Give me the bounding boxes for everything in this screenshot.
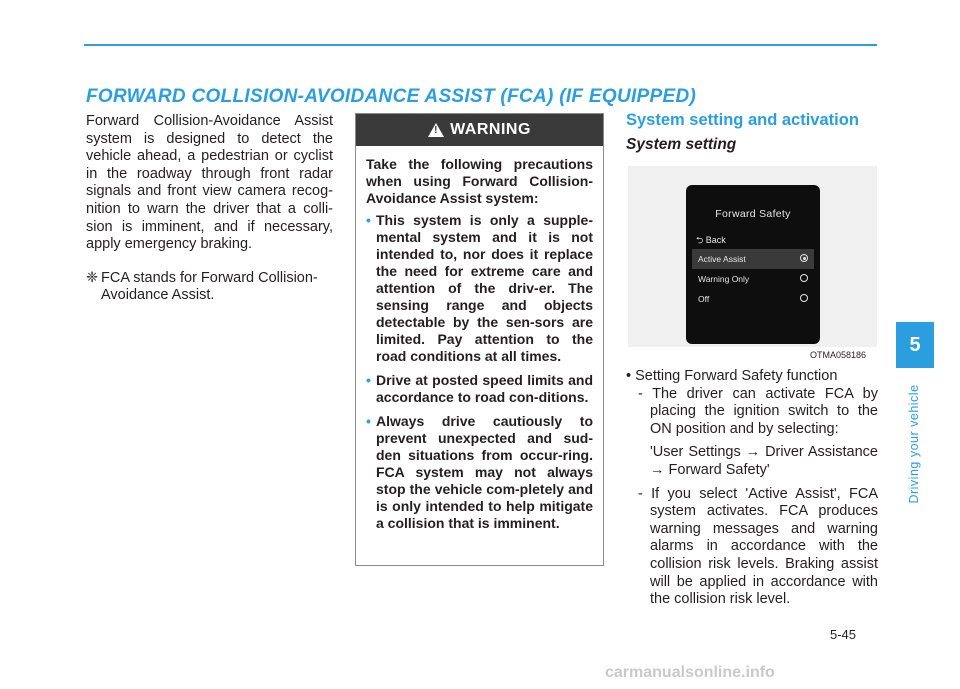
bullet-icon: • <box>366 372 371 388</box>
warning-box <box>355 113 604 566</box>
screen-title: Forward Safety <box>715 208 791 220</box>
cluster-screen <box>686 185 820 344</box>
setting-bullet: • Setting Forward Safety function <box>626 368 838 384</box>
option-off: Off <box>692 289 814 309</box>
chapter-label: Driving your vehicle <box>907 384 921 504</box>
warning-triangle-icon: ! <box>428 123 444 137</box>
warning-header <box>356 114 603 146</box>
warning-list <box>366 212 593 532</box>
page-number: 5-45 <box>830 627 857 642</box>
intro-column <box>86 113 333 305</box>
radio-icon <box>800 274 808 282</box>
warning-item: • Always drive cautiously to prevent unexpected and sud-den situations from occur-ring. FCA system may not always stop the vehicle com-pletely and is only intended to help mitigate a collision that is imminent. <box>366 413 593 531</box>
bullet-icon: • <box>366 212 371 228</box>
chapter-number: 5 <box>896 322 934 368</box>
figure-code: OTMA058186 <box>810 350 867 360</box>
system-subheading: System setting <box>626 136 737 153</box>
intro-paragraph: Forward Collision-Avoidance Assist system is designed to detect the vehicle ahead, a pedestrian or cyclist in the roadway through front radar signals and front view camera recog-nition to warn the driver that a colli-sion is imminent, and if necessary, apply emergency braking. <box>86 113 333 253</box>
system-heading: System setting and activation <box>626 111 859 129</box>
display-figure <box>628 166 877 347</box>
warning-item: • Drive at posted speed limits and accordance to road con-ditions. <box>366 372 593 405</box>
radio-selected-icon <box>800 254 808 262</box>
instruction-1: - The driver can activate FCA by placing the ignition switch to the ON position and by selecting: <box>638 385 878 437</box>
note <box>86 270 333 305</box>
warning-item: • This system is only a supple-mental system and it is not intended to, nor does it replace the need for extreme care and attention of the driv-er. The sensing range and objects detectable by the sen-sors are limited. Pay attention to the road conditions at all times. <box>366 212 593 364</box>
option-active-assist: Active Assist <box>692 249 814 269</box>
option-warning-only: Warning Only <box>692 269 814 289</box>
warning-body <box>356 146 603 532</box>
note-mark-icon: ❈ <box>86 269 99 286</box>
back-item: ⮌ Back <box>696 235 726 245</box>
warning-label: WARNING <box>450 121 531 138</box>
setting-instructions <box>626 368 878 609</box>
instruction-2: - If you select 'Active Assist', FCA system activates. FCA produces warning messages and warning alarms in accordance with the collision risk levels. Braking assist will be applied in accordance with the collision risk level. <box>638 485 878 608</box>
watermark: carmanualsonline.info <box>605 664 775 681</box>
menu-path: 'User Settings → Driver Assistance → Forward Safety' <box>650 444 878 478</box>
note-text: FCA stands for Forward Collision-Avoidance Assist. <box>101 269 318 304</box>
warning-intro: Take the following precautions when using Forward Collision-Avoidance Assist system: <box>366 156 593 206</box>
bullet-icon: • <box>366 413 371 429</box>
system-column <box>626 111 878 154</box>
section-title: FORWARD COLLISION-AVOIDANCE ASSIST (FCA) (IF EQUIPPED) <box>86 86 697 107</box>
top-rule <box>84 44 877 46</box>
radio-icon <box>800 294 808 302</box>
